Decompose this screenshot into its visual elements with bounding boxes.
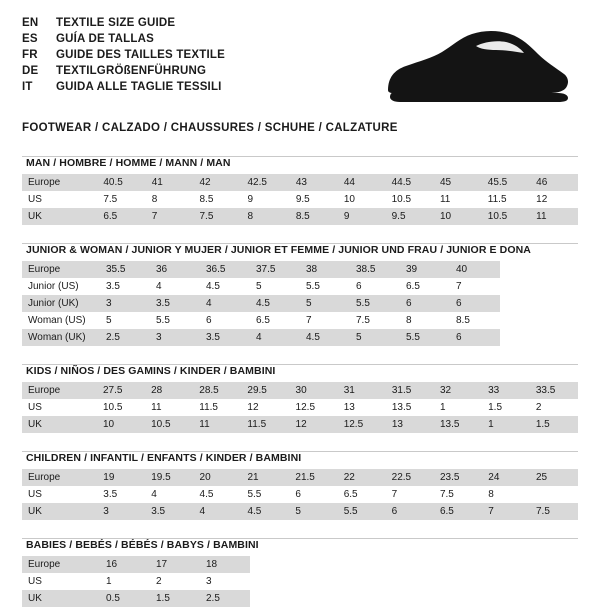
size-cell: 13.5 [434,416,482,433]
language-title: GUÍA DE TALLAS [56,33,154,45]
size-cell: 9 [241,191,289,208]
size-cell: 5 [350,329,400,346]
size-cell: 31.5 [386,382,434,399]
size-cell: 33 [482,382,530,399]
size-cell: 11 [145,399,193,416]
size-cell: 41 [146,174,194,191]
row-label: Europe [22,261,100,278]
size-section [22,243,578,346]
size-cell: 8.5 [194,191,242,208]
size-cell: 11.5 [193,399,241,416]
size-cell: 4.5 [241,503,289,520]
size-cell: 11 [434,191,482,208]
row-label: US [22,486,97,503]
size-cell: 39 [400,261,450,278]
row-label: Junior (UK) [22,295,100,312]
table-row [22,590,250,607]
size-tables-container [22,156,578,607]
size-cell: 5.5 [338,503,386,520]
language-title-list [22,16,225,95]
size-cell: 9.5 [386,208,434,225]
table-row [22,573,250,590]
size-cell: 12.5 [290,399,338,416]
size-cell: 7 [482,503,530,520]
size-cell: 4 [150,278,200,295]
size-cell: 6.5 [400,278,450,295]
size-cell: 8 [146,191,194,208]
size-cell: 3 [97,503,145,520]
document-header [22,16,578,108]
size-cell: 10.5 [97,399,145,416]
table-row [22,261,500,278]
size-cell: 45 [434,174,482,191]
size-section [22,156,578,225]
size-cell: 40.5 [97,174,145,191]
size-cell: 43 [290,174,338,191]
size-cell: 7 [146,208,194,225]
language-title: TEXTILGRÖßENFÜHRUNG [56,65,207,77]
language-title: TEXTILE SIZE GUIDE [56,17,176,29]
size-cell: 5.5 [241,486,289,503]
size-cell [530,486,578,503]
size-cell: 31 [338,382,386,399]
section-title: JUNIOR & WOMAN / JUNIOR Y MUJER / JUNIOR ET FEMME / JUNIOR UND FRAU / JUNIOR E DONA [26,244,531,256]
size-cell: 4.5 [200,278,250,295]
size-cell: 7.5 [434,486,482,503]
size-cell: 5.5 [300,278,350,295]
row-label: US [22,399,97,416]
size-cell: 8.5 [290,208,338,225]
size-cell: 4 [200,295,250,312]
category-heading: FOOTWEAR / CALZADO / CHAUSSURES / SCHUHE / CALZATURE [22,122,398,134]
size-cell: 12 [290,416,338,433]
size-cell: 27.5 [97,382,145,399]
size-cell: 46 [530,174,578,191]
size-section [22,451,578,520]
size-cell: 3.5 [145,503,193,520]
section-title: CHILDREN / INFANTIL / ENFANTS / KINDER / BAMBINI [26,452,302,464]
size-section [22,364,578,433]
table-row [22,174,578,191]
size-cell: 36.5 [200,261,250,278]
section-title: BABIES / BEBÉS / BÉBÉS / BABYS / BAMBINI [26,539,259,551]
size-cell: 6.5 [250,312,300,329]
size-cell: 4.5 [250,295,300,312]
size-cell: 13 [338,399,386,416]
size-cell: 8 [482,486,530,503]
size-cell: 44 [338,174,386,191]
language-code: FR [22,49,38,61]
size-cell: 6.5 [97,208,145,225]
size-cell: 24 [482,469,530,486]
size-cell: 13.5 [386,399,434,416]
size-cell: 9 [338,208,386,225]
size-cell: 44.5 [386,174,434,191]
size-cell: 7.5 [194,208,242,225]
size-cell: 42 [194,174,242,191]
row-label: UK [22,208,97,225]
row-label: Europe [22,469,97,486]
size-cell: 6 [450,329,500,346]
size-cell: 5.5 [400,329,450,346]
size-cell: 16 [100,556,150,573]
language-code: ES [22,33,38,45]
size-cell: 4 [250,329,300,346]
size-cell: 7 [386,486,434,503]
size-cell: 2 [150,573,200,590]
size-cell: 5.5 [150,312,200,329]
language-row [22,16,225,31]
size-cell: 12.5 [338,416,386,433]
size-cell: 10 [97,416,145,433]
size-cell: 6 [289,486,337,503]
size-cell: 35.5 [100,261,150,278]
size-cell: 21.5 [289,469,337,486]
table-row [22,312,500,329]
size-cell: 3.5 [200,329,250,346]
size-cell: 19 [97,469,145,486]
size-cell: 1.5 [482,399,530,416]
size-cell: 22.5 [386,469,434,486]
size-cell: 10 [434,208,482,225]
size-table [22,556,250,607]
size-cell: 8.5 [450,312,500,329]
language-code: EN [22,17,39,29]
language-code: IT [22,81,33,93]
size-cell: 17 [150,556,200,573]
table-row [22,486,578,503]
size-cell: 5 [289,503,337,520]
table-row [22,416,578,433]
language-row [22,80,225,95]
table-row [22,278,500,295]
size-cell: 32 [434,382,482,399]
language-title: GUIDA ALLE TAGLIE TESSILI [56,81,222,93]
size-cell: 10.5 [386,191,434,208]
size-cell: 10.5 [482,208,530,225]
size-cell: 38.5 [350,261,400,278]
size-cell: 7.5 [350,312,400,329]
size-cell: 9.5 [290,191,338,208]
size-cell: 1.5 [530,416,578,433]
size-cell: 38 [300,261,350,278]
size-cell: 1 [482,416,530,433]
size-cell: 1 [100,573,150,590]
size-cell: 13 [386,416,434,433]
size-cell: 10 [338,191,386,208]
size-cell: 19.5 [145,469,193,486]
table-row [22,208,578,225]
size-cell: 3 [100,295,150,312]
dress-shoe-icon [380,26,570,108]
size-cell: 7 [450,278,500,295]
size-cell: 1 [434,399,482,416]
row-label: US [22,573,100,590]
size-cell: 11.5 [482,191,530,208]
size-cell: 28 [145,382,193,399]
table-row [22,329,500,346]
row-label: Europe [22,174,97,191]
size-cell: 3.5 [150,295,200,312]
row-label: UK [22,416,97,433]
size-cell: 28.5 [193,382,241,399]
language-row [22,64,225,79]
size-table [22,469,578,520]
row-label: Europe [22,382,97,399]
size-cell: 5 [250,278,300,295]
size-table [22,174,578,225]
size-cell: 22 [338,469,386,486]
size-cell: 36 [150,261,200,278]
size-cell: 1.5 [150,590,200,607]
size-cell: 0.5 [100,590,150,607]
size-cell: 7.5 [530,503,578,520]
size-cell: 7.5 [97,191,145,208]
table-row [22,295,500,312]
size-cell: 29.5 [241,382,289,399]
size-cell: 2.5 [200,590,250,607]
size-cell: 7 [300,312,350,329]
row-label: Junior (US) [22,278,100,295]
row-label: UK [22,590,100,607]
row-label: US [22,191,97,208]
size-cell: 3 [200,573,250,590]
size-cell: 6 [400,295,450,312]
size-cell: 2 [530,399,578,416]
size-cell: 6 [200,312,250,329]
size-cell: 6.5 [434,503,482,520]
size-cell: 11.5 [241,416,289,433]
size-cell: 23.5 [434,469,482,486]
size-cell: 5 [100,312,150,329]
row-label: Woman (US) [22,312,100,329]
table-row [22,191,578,208]
size-cell: 3 [150,329,200,346]
size-cell: 3.5 [100,278,150,295]
table-row [22,556,250,573]
size-cell: 33.5 [530,382,578,399]
size-cell: 25 [530,469,578,486]
row-label: Europe [22,556,100,573]
size-cell: 6 [450,295,500,312]
size-cell: 30 [290,382,338,399]
table-row [22,469,578,486]
size-cell: 6 [386,503,434,520]
size-cell: 5.5 [350,295,400,312]
size-cell: 4.5 [300,329,350,346]
table-row [22,382,578,399]
size-cell: 18 [200,556,250,573]
section-title: MAN / HOMBRE / HOMME / MANN / MAN [26,157,231,169]
table-row [22,503,578,520]
size-cell: 12 [241,399,289,416]
size-cell: 2.5 [100,329,150,346]
size-cell: 40 [450,261,500,278]
language-title: GUIDE DES TAILLES TEXTILE [56,49,225,61]
size-cell: 42.5 [241,174,289,191]
size-table [22,261,500,346]
size-cell: 45.5 [482,174,530,191]
language-row [22,48,225,63]
language-row [22,32,225,47]
size-cell: 21 [241,469,289,486]
row-label: UK [22,503,97,520]
size-cell: 37.5 [250,261,300,278]
row-label: Woman (UK) [22,329,100,346]
size-cell: 6 [350,278,400,295]
size-cell: 5 [300,295,350,312]
size-cell: 8 [400,312,450,329]
size-cell: 20 [194,469,242,486]
size-cell: 11 [193,416,241,433]
table-row [22,399,578,416]
section-title: KIDS / NIÑOS / DES GAMINS / KINDER / BAMBINI [26,365,276,377]
size-cell: 10.5 [145,416,193,433]
size-section [22,538,578,607]
size-table [22,382,578,433]
language-code: DE [22,65,39,77]
size-cell: 4 [194,503,242,520]
size-cell: 11 [530,208,578,225]
size-cell: 4 [145,486,193,503]
size-cell: 3.5 [97,486,145,503]
size-cell: 8 [241,208,289,225]
size-cell: 6.5 [338,486,386,503]
size-cell: 4.5 [194,486,242,503]
size-cell: 12 [530,191,578,208]
